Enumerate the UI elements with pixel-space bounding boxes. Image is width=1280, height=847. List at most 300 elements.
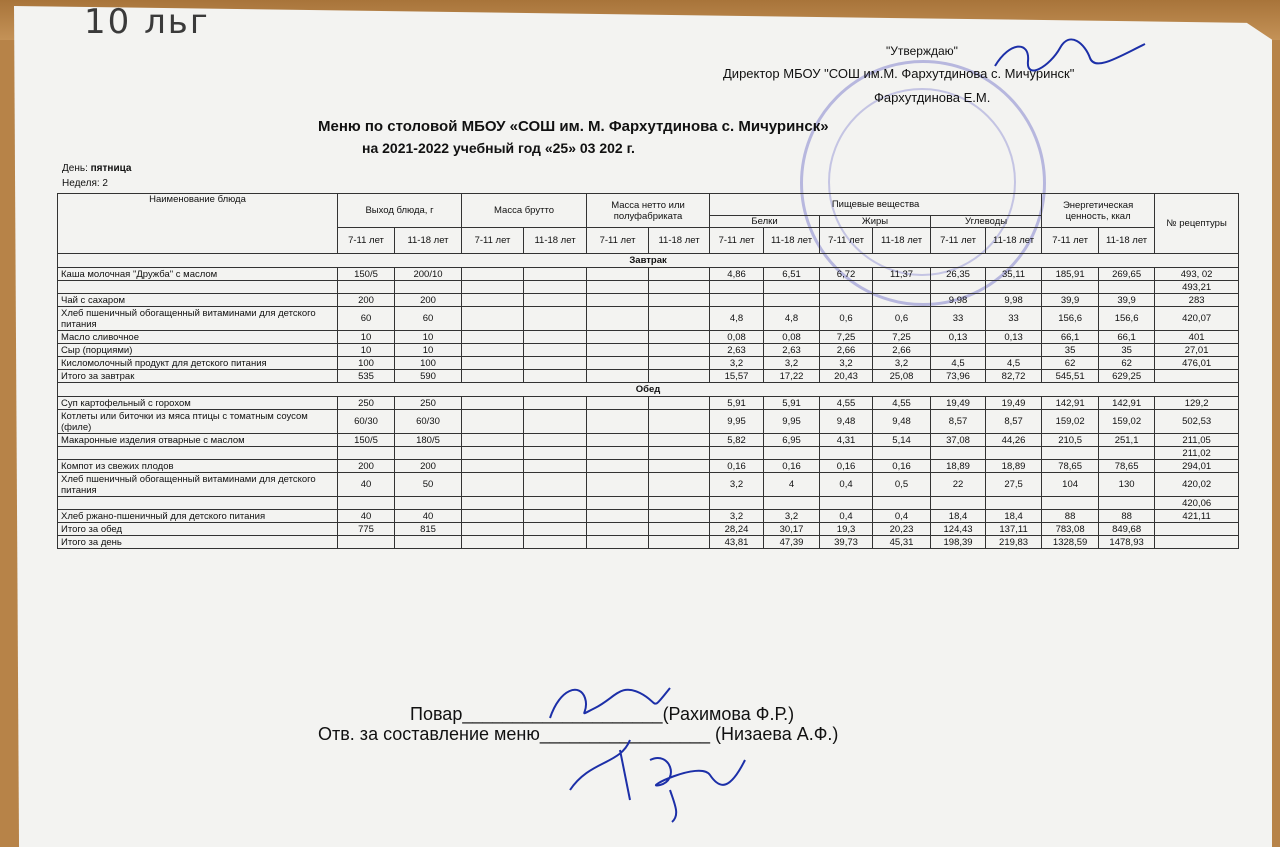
table-row	[58, 307, 1239, 331]
cell-r: 27,01	[1155, 344, 1239, 357]
cell-f1: 3,2	[820, 357, 873, 370]
cell-f1	[820, 497, 873, 510]
cell-g2	[524, 510, 587, 523]
table-row	[58, 331, 1239, 344]
cell-n1	[587, 294, 649, 307]
cell-e2: 130	[1099, 473, 1155, 497]
cell-b2	[764, 447, 820, 460]
header-proteins: Белки	[710, 216, 820, 228]
cell-g2	[524, 281, 587, 294]
cell-g1	[462, 331, 524, 344]
cell-f1: 0,6	[820, 307, 873, 331]
section-header-row	[58, 383, 1239, 397]
cell-r	[1155, 370, 1239, 383]
cell-b2: 17,22	[764, 370, 820, 383]
dish-name: Суп картофельный с горохом	[58, 397, 338, 410]
cell-n1	[587, 357, 649, 370]
cell-f1: 6,72	[820, 268, 873, 281]
cell-c1: 8,57	[931, 410, 986, 434]
cell-e2: 849,68	[1099, 523, 1155, 536]
cook-signature-line: Повар____________________(Рахимова Ф.Р.)	[410, 704, 795, 724]
cell-e1: 66,1	[1042, 331, 1099, 344]
cell-n1	[587, 510, 649, 523]
cell-c1: 26,35	[931, 268, 986, 281]
cell-e1: 88	[1042, 510, 1099, 523]
cell-b1: 4,86	[710, 268, 764, 281]
cell-r	[1155, 536, 1239, 549]
cell-b1: 3,2	[710, 473, 764, 497]
cell-o2: 60	[395, 307, 462, 331]
age-col: 7-11 лет	[338, 228, 395, 254]
cell-f1: 0,16	[820, 460, 873, 473]
cell-g2	[524, 410, 587, 434]
cell-r: 420,02	[1155, 473, 1239, 497]
cell-e1: 78,65	[1042, 460, 1099, 473]
cell-n2	[649, 410, 710, 434]
table-row	[58, 344, 1239, 357]
cell-f2: 9,48	[873, 410, 931, 434]
cell-g2	[524, 447, 587, 460]
cell-n1	[587, 434, 649, 447]
cell-b2: 0,08	[764, 331, 820, 344]
cell-o2: 815	[395, 523, 462, 536]
cell-b1: 2,63	[710, 344, 764, 357]
week-label: Неделя: 2	[62, 178, 108, 189]
table-row	[58, 410, 1239, 434]
cell-f1: 19,3	[820, 523, 873, 536]
cell-g1	[462, 370, 524, 383]
header-fats: Жиры	[820, 216, 931, 228]
cell-o2	[395, 447, 462, 460]
age-col: 7-11 лет	[462, 228, 524, 254]
cell-r: 493, 02	[1155, 268, 1239, 281]
cell-g1	[462, 410, 524, 434]
cell-b2: 6,95	[764, 434, 820, 447]
cell-g1	[462, 357, 524, 370]
cell-c1: 0,13	[931, 331, 986, 344]
cell-g2	[524, 397, 587, 410]
cell-o2: 180/5	[395, 434, 462, 447]
approval-word: "Утверждаю"	[886, 44, 958, 58]
cell-f1: 0,4	[820, 473, 873, 497]
cell-n2	[649, 281, 710, 294]
cell-f1	[820, 447, 873, 460]
cell-c2: 82,72	[986, 370, 1042, 383]
menu-table	[57, 193, 1239, 549]
cell-n1	[587, 370, 649, 383]
cell-b1: 3,2	[710, 510, 764, 523]
cell-g1	[462, 460, 524, 473]
cell-c1	[931, 497, 986, 510]
cell-g2	[524, 357, 587, 370]
total-row	[58, 370, 1239, 383]
cell-n1	[587, 536, 649, 549]
cell-o1	[338, 497, 395, 510]
cell-n1	[587, 281, 649, 294]
cell-o1: 10	[338, 331, 395, 344]
cell-r: 420,06	[1155, 497, 1239, 510]
cell-b1: 28,24	[710, 523, 764, 536]
cell-f2: 7,25	[873, 331, 931, 344]
cell-g2	[524, 307, 587, 331]
cell-o1: 150/5	[338, 268, 395, 281]
cell-e1: 104	[1042, 473, 1099, 497]
cell-g1	[462, 397, 524, 410]
age-col: 11-18 лет	[1099, 228, 1155, 254]
cell-b1: 4,8	[710, 307, 764, 331]
cell-c2	[986, 497, 1042, 510]
cell-f2: 0,16	[873, 460, 931, 473]
age-col: 11-18 лет	[524, 228, 587, 254]
cook-signature	[540, 678, 680, 728]
cell-g1	[462, 434, 524, 447]
cell-e2: 156,6	[1099, 307, 1155, 331]
cell-n2	[649, 447, 710, 460]
cell-c1: 37,08	[931, 434, 986, 447]
cell-o2: 50	[395, 473, 462, 497]
cell-f2: 25,08	[873, 370, 931, 383]
cell-g2	[524, 294, 587, 307]
cell-c2: 4,5	[986, 357, 1042, 370]
cell-n2	[649, 497, 710, 510]
cell-b1	[710, 281, 764, 294]
cell-e1: 210,5	[1042, 434, 1099, 447]
cell-r: 401	[1155, 331, 1239, 344]
cell-n1	[587, 523, 649, 536]
cell-n2	[649, 434, 710, 447]
cell-c1: 22	[931, 473, 986, 497]
cell-g2	[524, 434, 587, 447]
table-row	[58, 447, 1239, 460]
cell-g1	[462, 294, 524, 307]
cell-n2	[649, 510, 710, 523]
approval-director-line: Директор МБОУ "СОШ им.М. Фархутдинова с. Мичуринск"	[723, 66, 1075, 81]
cell-f1: 2,66	[820, 344, 873, 357]
cell-g1	[462, 523, 524, 536]
cell-n1	[587, 331, 649, 344]
total-row	[58, 536, 1239, 549]
cell-e2: 39,9	[1099, 294, 1155, 307]
cell-n2	[649, 370, 710, 383]
cell-c2: 33	[986, 307, 1042, 331]
cell-n2	[649, 460, 710, 473]
cell-f1: 0,4	[820, 510, 873, 523]
table-row	[58, 460, 1239, 473]
cell-o1: 535	[338, 370, 395, 383]
menu-responsible-signature-line: Отв. за составление меню_________________ (Низаева А.Ф.)	[318, 724, 839, 744]
cell-b2: 2,63	[764, 344, 820, 357]
cell-c2: 19,49	[986, 397, 1042, 410]
cell-f2: 4,55	[873, 397, 931, 410]
cell-e2: 251,1	[1099, 434, 1155, 447]
cell-r: 211,02	[1155, 447, 1239, 460]
cell-g2	[524, 344, 587, 357]
table-row	[58, 434, 1239, 447]
dish-name	[58, 281, 338, 294]
table-row	[58, 510, 1239, 523]
cell-c2: 8,57	[986, 410, 1042, 434]
cell-e2: 88	[1099, 510, 1155, 523]
cell-o2: 590	[395, 370, 462, 383]
cell-n1	[587, 497, 649, 510]
age-col: 7-11 лет	[820, 228, 873, 254]
cell-g1	[462, 497, 524, 510]
corner-handwritten-note: 10 льг	[84, 2, 210, 42]
cell-g2	[524, 370, 587, 383]
table-row	[58, 357, 1239, 370]
cell-g1	[462, 510, 524, 523]
cell-e2: 66,1	[1099, 331, 1155, 344]
cell-o1	[338, 447, 395, 460]
cell-o1: 200	[338, 294, 395, 307]
cell-e1: 159,02	[1042, 410, 1099, 434]
cell-c1	[931, 344, 986, 357]
cell-c2: 219,83	[986, 536, 1042, 549]
cell-e1: 545,51	[1042, 370, 1099, 383]
age-col: 11-18 лет	[395, 228, 462, 254]
cell-c2: 18,89	[986, 460, 1042, 473]
cell-o1: 60	[338, 307, 395, 331]
cell-b2: 3,2	[764, 357, 820, 370]
age-col: 11-18 лет	[649, 228, 710, 254]
cell-e1	[1042, 281, 1099, 294]
table-row	[58, 497, 1239, 510]
day-value: пятница	[90, 163, 132, 174]
cell-o2: 250	[395, 397, 462, 410]
age-col: 7-11 лет	[710, 228, 764, 254]
cell-n2	[649, 397, 710, 410]
cell-b1	[710, 497, 764, 510]
menu-title: Меню по столовой МБОУ «СОШ им. М. Фархутдинова с. Мичуринск»	[318, 118, 829, 135]
cell-r: 476,01	[1155, 357, 1239, 370]
cell-b1	[710, 447, 764, 460]
table-row	[58, 473, 1239, 497]
dish-name: Итого за обед	[58, 523, 338, 536]
cell-c2: 27,5	[986, 473, 1042, 497]
cell-f2: 0,4	[873, 510, 931, 523]
cell-n2	[649, 523, 710, 536]
cell-c1: 18,89	[931, 460, 986, 473]
cell-n2	[649, 473, 710, 497]
cell-c2: 0,13	[986, 331, 1042, 344]
dish-name: Хлеб пшеничный обогащенный витаминами для детского питания	[58, 473, 338, 497]
cell-e1: 142,91	[1042, 397, 1099, 410]
cell-n1	[587, 460, 649, 473]
cell-e2: 159,02	[1099, 410, 1155, 434]
dish-name: Хлеб ржано-пшеничный для детского питания	[58, 510, 338, 523]
cell-g1	[462, 344, 524, 357]
cell-b2	[764, 497, 820, 510]
cell-o2: 10	[395, 344, 462, 357]
cell-g1	[462, 536, 524, 549]
cell-b1: 9,95	[710, 410, 764, 434]
cell-o2: 200	[395, 294, 462, 307]
header-dish: Наименование блюда	[58, 194, 338, 254]
table-row	[58, 294, 1239, 307]
cell-r: 420,07	[1155, 307, 1239, 331]
cell-n1	[587, 397, 649, 410]
menu-responsible-signature	[560, 730, 750, 825]
table-row	[58, 268, 1239, 281]
cell-b1: 5,82	[710, 434, 764, 447]
cell-e1: 783,08	[1042, 523, 1099, 536]
cell-r: 421,11	[1155, 510, 1239, 523]
cell-e1: 39,9	[1042, 294, 1099, 307]
section-title: Обед	[58, 383, 1239, 397]
director-signature	[990, 36, 1150, 76]
cell-n2	[649, 307, 710, 331]
table-row	[58, 281, 1239, 294]
cell-o1: 40	[338, 510, 395, 523]
cell-n1	[587, 473, 649, 497]
day-label: День: пятница	[62, 163, 132, 174]
cell-f1: 39,73	[820, 536, 873, 549]
cell-r: 283	[1155, 294, 1239, 307]
cell-e2: 629,25	[1099, 370, 1155, 383]
cell-o1: 775	[338, 523, 395, 536]
dish-name: Масло сливочное	[58, 331, 338, 344]
cell-g2	[524, 268, 587, 281]
dish-name	[58, 497, 338, 510]
cell-c1: 4,5	[931, 357, 986, 370]
cell-e1: 35	[1042, 344, 1099, 357]
cell-b2: 0,16	[764, 460, 820, 473]
cell-c1: 18,4	[931, 510, 986, 523]
cell-c2: 35,11	[986, 268, 1042, 281]
cell-f2	[873, 497, 931, 510]
cell-g1	[462, 473, 524, 497]
cell-f1: 9,48	[820, 410, 873, 434]
cell-e2: 62	[1099, 357, 1155, 370]
cell-e2: 1478,93	[1099, 536, 1155, 549]
cell-c2	[986, 281, 1042, 294]
cell-g1	[462, 307, 524, 331]
section-title: Завтрак	[58, 254, 1239, 268]
cell-f1: 20,43	[820, 370, 873, 383]
header-net: Масса нетто или полуфабриката	[587, 194, 710, 228]
table-row	[58, 397, 1239, 410]
cell-e1	[1042, 497, 1099, 510]
total-row	[58, 523, 1239, 536]
cell-c2: 137,11	[986, 523, 1042, 536]
cell-g2	[524, 460, 587, 473]
dish-name: Котлеты или биточки из мяса птицы с томатным соусом (филе)	[58, 410, 338, 434]
cell-b2: 4	[764, 473, 820, 497]
cell-c1: 198,39	[931, 536, 986, 549]
cell-n2	[649, 357, 710, 370]
cell-b1	[710, 294, 764, 307]
cell-b1: 0,08	[710, 331, 764, 344]
cell-r: 211,05	[1155, 434, 1239, 447]
cell-n2	[649, 536, 710, 549]
cell-o2	[395, 536, 462, 549]
cell-g1	[462, 268, 524, 281]
cell-f2: 0,5	[873, 473, 931, 497]
cell-r: 493,21	[1155, 281, 1239, 294]
cell-o1: 10	[338, 344, 395, 357]
cell-e1: 185,91	[1042, 268, 1099, 281]
cell-o1: 40	[338, 473, 395, 497]
cell-c2: 9,98	[986, 294, 1042, 307]
cell-o1	[338, 536, 395, 549]
age-col: 7-11 лет	[931, 228, 986, 254]
dish-name: Хлеб пшеничный обогащенный витаминами для детского питания	[58, 307, 338, 331]
cell-n1	[587, 268, 649, 281]
cell-c1: 33	[931, 307, 986, 331]
cell-g1	[462, 281, 524, 294]
cell-n1	[587, 344, 649, 357]
cell-o1: 200	[338, 460, 395, 473]
cell-o2: 100	[395, 357, 462, 370]
cell-n2	[649, 331, 710, 344]
cell-f1: 4,31	[820, 434, 873, 447]
cell-b1: 0,16	[710, 460, 764, 473]
cell-c2: 18,4	[986, 510, 1042, 523]
cell-e2: 142,91	[1099, 397, 1155, 410]
cell-e1: 62	[1042, 357, 1099, 370]
header-energy: Энергетическая ценность, ккал	[1042, 194, 1155, 228]
cell-g2	[524, 523, 587, 536]
cell-b1: 43,81	[710, 536, 764, 549]
cell-f2: 0,6	[873, 307, 931, 331]
cell-n1	[587, 410, 649, 434]
cell-f2: 45,31	[873, 536, 931, 549]
dish-name: Макаронные изделия отварные с маслом	[58, 434, 338, 447]
cell-r: 294,01	[1155, 460, 1239, 473]
cell-r: 502,53	[1155, 410, 1239, 434]
cell-f2: 20,23	[873, 523, 931, 536]
cell-b2: 5,91	[764, 397, 820, 410]
age-col: 11-18 лет	[873, 228, 931, 254]
cell-c1: 73,96	[931, 370, 986, 383]
cell-e1: 156,6	[1042, 307, 1099, 331]
cell-b2	[764, 294, 820, 307]
dish-name: Компот из свежих плодов	[58, 460, 338, 473]
dish-name: Каша молочная "Дружба" с маслом	[58, 268, 338, 281]
cell-o2: 200/10	[395, 268, 462, 281]
cell-o2	[395, 281, 462, 294]
cell-e2	[1099, 281, 1155, 294]
cell-o1: 250	[338, 397, 395, 410]
cell-f2: 5,14	[873, 434, 931, 447]
cell-e1	[1042, 447, 1099, 460]
cell-f1: 4,55	[820, 397, 873, 410]
cell-n1	[587, 447, 649, 460]
dish-name: Кисломолочный продукт для детского питания	[58, 357, 338, 370]
cell-f2: 3,2	[873, 357, 931, 370]
cell-b2: 47,39	[764, 536, 820, 549]
age-col: 11-18 лет	[764, 228, 820, 254]
cell-b1: 15,57	[710, 370, 764, 383]
cell-c1: 19,49	[931, 397, 986, 410]
cell-o1: 60/30	[338, 410, 395, 434]
cell-b2: 6,51	[764, 268, 820, 281]
cell-c2	[986, 447, 1042, 460]
dish-name	[58, 447, 338, 460]
cell-b2: 30,17	[764, 523, 820, 536]
cell-g1	[462, 447, 524, 460]
cell-g2	[524, 331, 587, 344]
cell-r	[1155, 523, 1239, 536]
cell-e2: 78,65	[1099, 460, 1155, 473]
cell-c1	[931, 447, 986, 460]
cell-c2: 44,26	[986, 434, 1042, 447]
cell-g2	[524, 536, 587, 549]
header-output: Выход блюда, г	[338, 194, 462, 228]
cell-o2	[395, 497, 462, 510]
cell-n2	[649, 294, 710, 307]
cell-b2: 9,95	[764, 410, 820, 434]
